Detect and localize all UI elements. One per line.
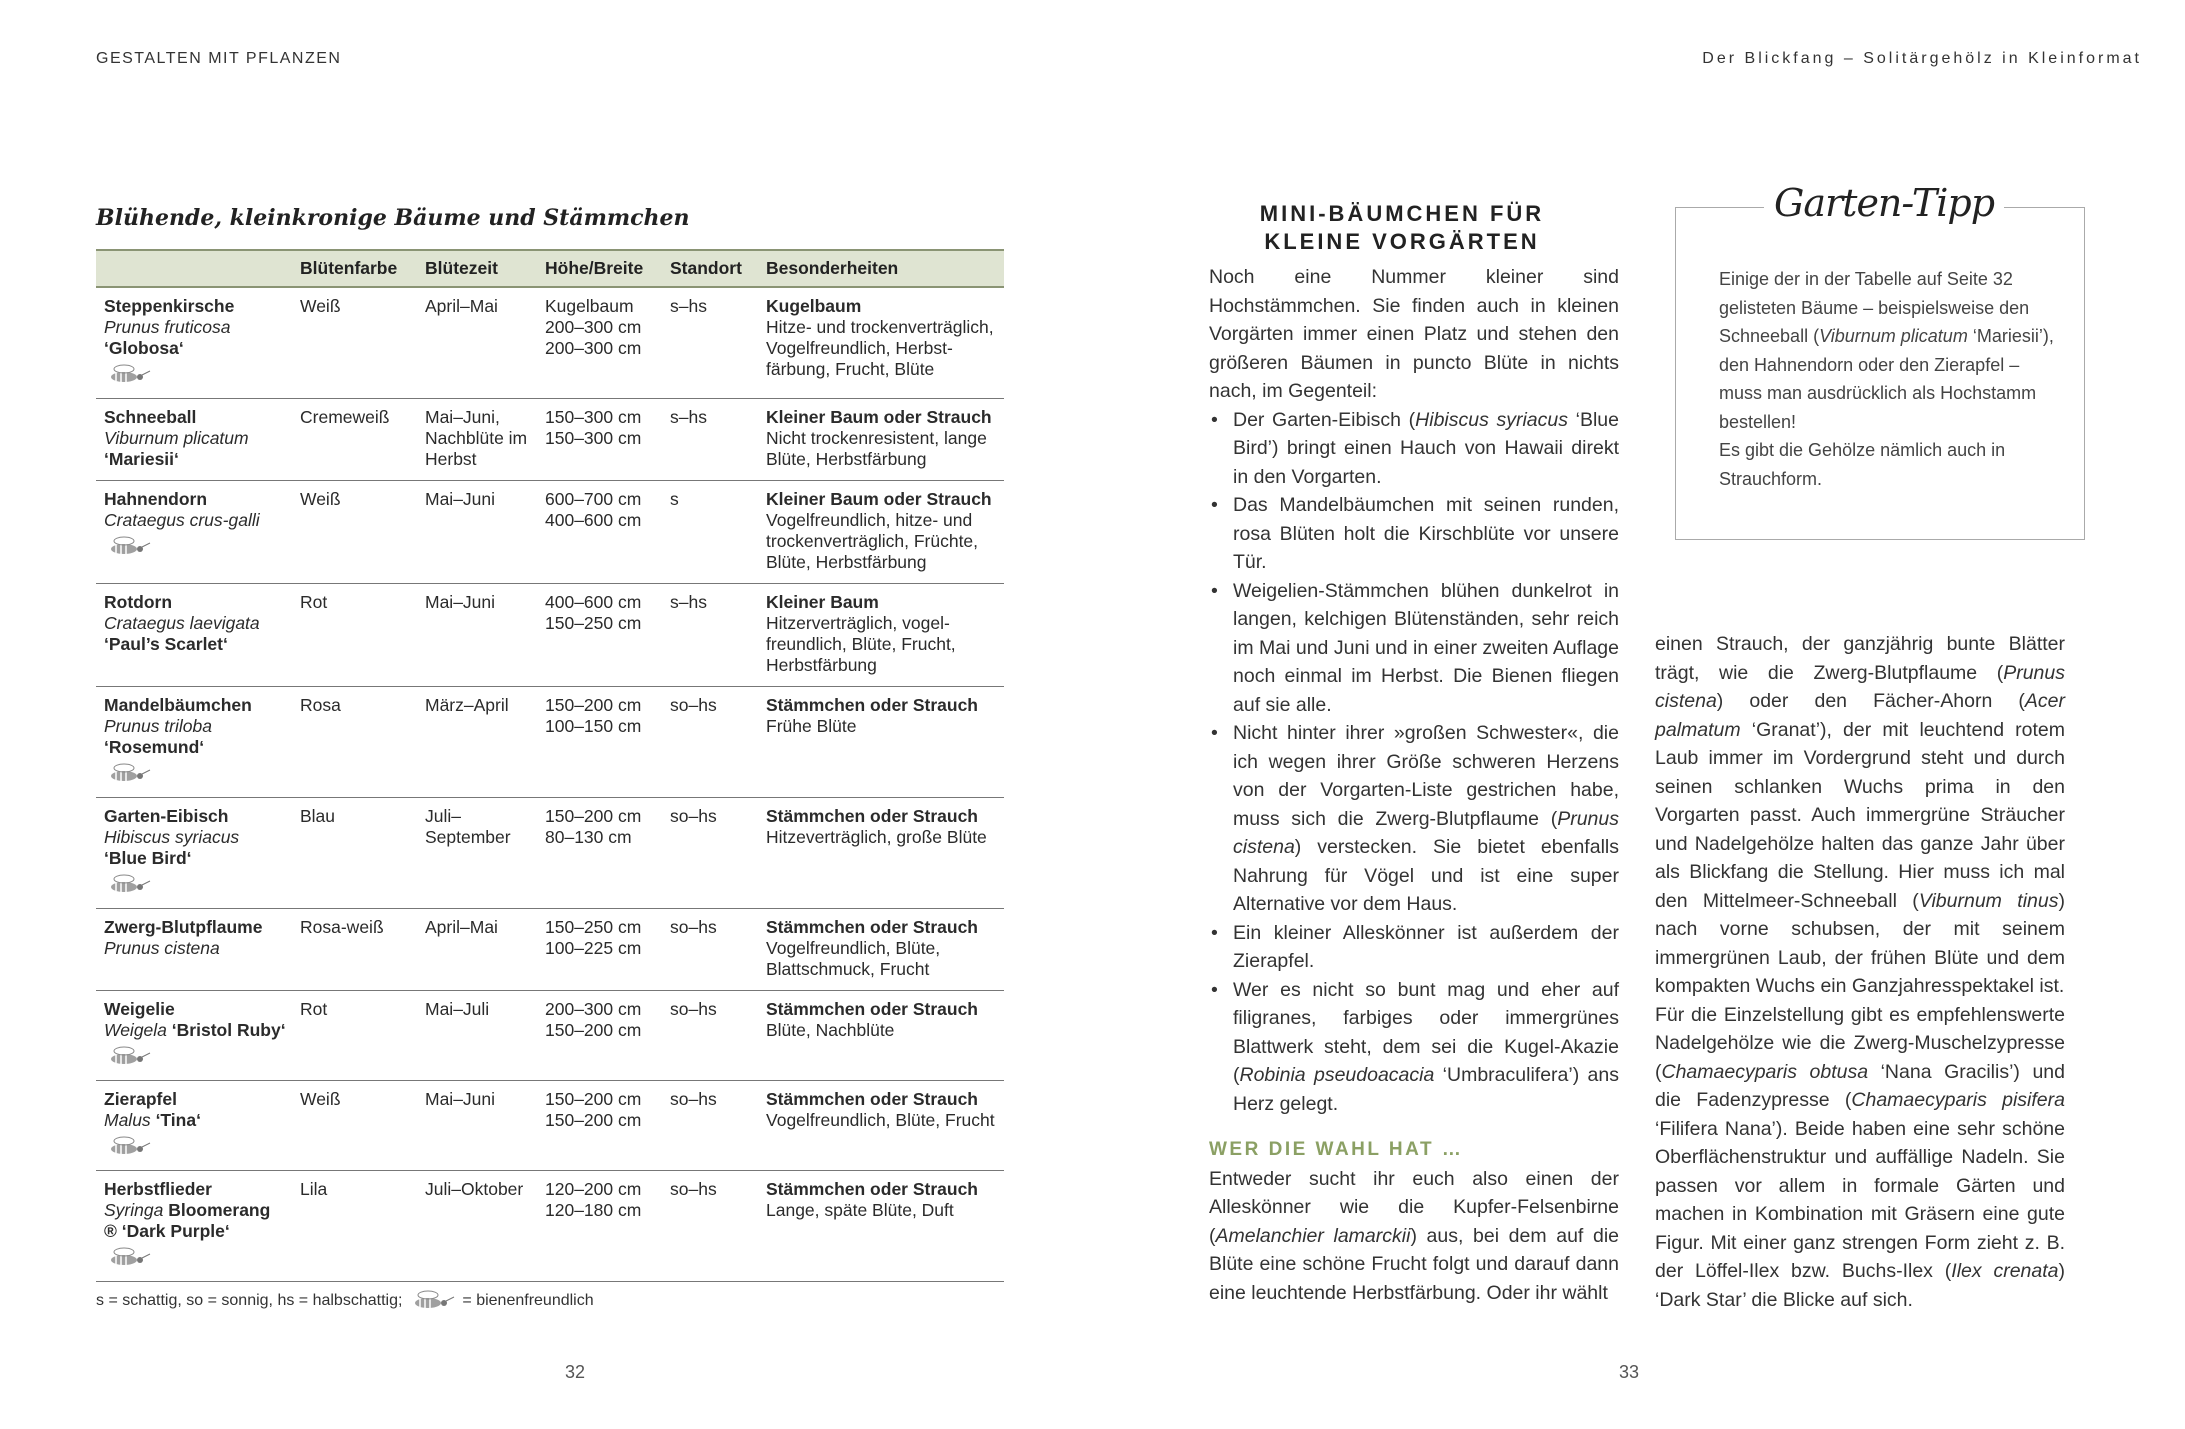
plant-notes: Vogelfreundlich, hitze- und trockenverträglich, Früchte, Blüte, Herbstfärbung: [766, 510, 979, 572]
plant-name: Zwerg-Blutpflaume: [104, 917, 263, 937]
page-number-left: 32: [565, 1362, 586, 1382]
time-cell: Mai–Juni: [417, 1081, 537, 1171]
time-cell: Juli–September: [417, 798, 537, 909]
table-row: [96, 584, 1004, 687]
color-cell: Cremeweiß: [292, 399, 417, 481]
notes-cell: [758, 1171, 1004, 1282]
time-cell: März–April: [417, 687, 537, 798]
column-header: Standort: [662, 250, 758, 287]
size-cell: 150–200 cm 150–200 cm: [537, 1081, 662, 1171]
color-cell: Blau: [292, 798, 417, 909]
plant-cell: [96, 1081, 292, 1171]
plant-cell: [96, 399, 292, 481]
plant-notes: Vogelfreundlich, Blüte, Frucht: [766, 1110, 995, 1130]
column-header: Besonderheiten: [758, 250, 1004, 287]
growth-form: Kugelbaum: [766, 296, 862, 316]
site-cell: s–hs: [662, 287, 758, 399]
plant-cell: [96, 584, 292, 687]
plant-table: [96, 249, 1004, 1282]
color-cell: Rosa: [292, 687, 417, 798]
growth-form: Stämmchen oder Strauch: [766, 806, 978, 826]
plant-cultivar: ‘Rosemund‘: [104, 737, 205, 757]
color-cell: Lila: [292, 1171, 417, 1282]
bee-icon: [104, 872, 152, 898]
notes-cell: [758, 687, 1004, 798]
plant-cultivar: ‘Bristol Ruby‘: [171, 1020, 286, 1040]
article-title: MINI-BÄUMCHEN FÜR KLEINE VORGÄRTEN: [1259, 201, 1545, 254]
column-header: Blütenfarbe: [292, 250, 417, 287]
list-item: • Nicht hinter ihrer »großen Schwester«, die ich wegen ihrer Größe schweren Herzens von der Vorgarten-Liste gestrichen habe, muss sich die Zwerg-Blutpflaume (Prunus cistena) verstecken. Sie bietet ebenfalls Nahrung für Vögel und ist eine super Alternative vor dem Haus.: [1233, 719, 1619, 919]
plant-cultivar: ‘Tina‘: [155, 1110, 201, 1130]
table-row: [96, 1171, 1004, 1282]
plant-latin: Crataegus crus-galli: [104, 510, 260, 530]
table-row: [96, 481, 1004, 584]
plant-cell: [96, 481, 292, 584]
text-column-2: [1655, 630, 2065, 1314]
plant-name: Schneeball: [104, 407, 197, 427]
text-column-1: [1209, 263, 1619, 1307]
growth-form: Kleiner Baum: [766, 592, 879, 612]
plant-cell: [96, 909, 292, 991]
site-cell: so–hs: [662, 687, 758, 798]
color-cell: Weiß: [292, 1081, 417, 1171]
bee-icon: [104, 761, 152, 787]
plant-latin: Prunus cistena: [104, 938, 220, 958]
notes-cell: [758, 909, 1004, 991]
plant-notes: Nicht trockenresistent, lange Blüte, Herbstfärbung: [766, 428, 987, 469]
table-row: [96, 687, 1004, 798]
garden-tip-box: [1675, 181, 2085, 540]
bee-icon: [104, 1134, 152, 1160]
plant-latin: Prunus triloba ‘Rosemund‘: [104, 716, 212, 757]
notes-cell: [758, 399, 1004, 481]
tip-text: Einige der in der Tabelle auf Seite 32 gelisteten Bäume – beispielsweise den Schneeball (Viburnum plicatum ‘Mariesii’), den Hahnendorn oder den Zierapfel – muss man ausdrücklich als Hochstamm bestellen! Es gibt die Gehölze nämlich auch in Strauchform.: [1719, 269, 2054, 489]
plant-latin: Weigela ‘Bristol Ruby‘: [104, 1020, 286, 1040]
time-cell: Mai–Juni: [417, 584, 537, 687]
table-row: [96, 909, 1004, 991]
site-cell: so–hs: [662, 1081, 758, 1171]
plant-cultivar: ‘Globosa‘: [104, 338, 184, 358]
plant-name: Steppenkirsche: [104, 296, 235, 316]
plant-cell: [96, 687, 292, 798]
subheading: WER DIE WAHL HAT …: [1209, 1139, 1464, 1160]
time-cell: April–Mai: [417, 909, 537, 991]
bee-icon: [408, 1288, 456, 1314]
site-cell: s: [662, 481, 758, 584]
site-cell: so–hs: [662, 991, 758, 1081]
plant-notes: Blüte, Nachblüte: [766, 1020, 895, 1040]
column-header: Blütezeit: [417, 250, 537, 287]
notes-cell: [758, 1081, 1004, 1171]
table-row: [96, 287, 1004, 399]
bee-icon: [104, 362, 152, 388]
table-legend: [96, 1288, 594, 1314]
growth-form: Kleiner Baum oder Strauch: [766, 407, 992, 427]
list-item: • Das Mandelbäumchen mit seinen runden, rosa Blüten holt die Kirschblüte vor unsere Tür.: [1233, 491, 1619, 577]
plant-notes: Frühe Blüte: [766, 716, 857, 736]
size-cell: 150–300 cm 150–300 cm: [537, 399, 662, 481]
plant-name: Mandelbäumchen: [104, 695, 252, 715]
plant-notes: Hitzerverträglich, vogel-freundlich, Blüte, Frucht, Herbstfärbung: [766, 613, 956, 675]
size-cell: 600–700 cm 400–600 cm: [537, 481, 662, 584]
plant-name: Garten-Eibisch: [104, 806, 229, 826]
plant-name: Herbstflieder: [104, 1179, 212, 1199]
table-row: [96, 798, 1004, 909]
notes-cell: [758, 287, 1004, 399]
bee-icon: [104, 1245, 152, 1271]
notes-cell: [758, 481, 1004, 584]
table-row: [96, 1081, 1004, 1171]
size-cell: 400–600 cm 150–250 cm: [537, 584, 662, 687]
growth-form: Kleiner Baum oder Strauch: [766, 489, 992, 509]
plant-notes: Hitze- und trockenverträglich, Vogelfreundlich, Herbst-färbung, Frucht, Blüte: [766, 317, 994, 379]
site-cell: so–hs: [662, 798, 758, 909]
time-cell: Mai–Juni: [417, 481, 537, 584]
list-item: • Wer es nicht so bunt mag und eher auf filigranes, farbiges oder immergrünes Blattwerk steht, dem sei die Kugel-Akazie (Robinia pseudoacacia ‘Umbraculifera’) ans Herz gelegt.: [1233, 976, 1619, 1119]
tip-title: Garten-Tipp: [1764, 181, 2004, 225]
plant-latin: Malus ‘Tina‘: [104, 1110, 201, 1130]
left-page: [0, 0, 1092, 1429]
intro-paragraph: Noch eine Nummer kleiner sind Hochstämmchen. Sie finden auch in kleinen Vorgärten immer einen Platz und stehen den größeren Bäumen in puncto Blüte in nichts nach, im Gegenteil:: [1209, 266, 1619, 402]
paragraph-4: Für die Einzelstellung gibt es empfehlenswerte Nadelgehölze wie die Zwerg-Muschelzypresse (Chamaecyparis obtusa ‘Nana Gracilis’) und die Fadenzypresse (Chamaecyparis pisifera ‘Filifera Nana’). Beide haben eine sehr schöne Oberflächenstruktur und auffällige Nadeln. Sie passen vor allem in formale Gärten und machen in Kombination mit Gräsern eine gute Figur. Mit einer ganz strengen Form zieht z. B. der Löffel-Ilex bzw. Buchs-Ilex (Ilex crenata) ‘Dark Star’ die Blicke auf sich.: [1655, 1003, 2066, 1311]
paragraph-2: Entweder sucht ihr euch also einen der Alleskönner wie die Kupfer-Felsenbirne (Amelanchier lamarckii) aus, bei dem auf die Blüte eine schöne Frucht folgt und darauf dann eine leuchtende Herbstfärbung. Oder ihr wählt: [1209, 1167, 1619, 1304]
column-header: [96, 250, 292, 287]
size-cell: 200–300 cm 150–200 cm: [537, 991, 662, 1081]
size-cell: 150–200 cm 100–150 cm: [537, 687, 662, 798]
plant-name: Rotdorn: [104, 592, 173, 612]
growth-form: Stämmchen oder Strauch: [766, 1179, 978, 1199]
bullet-list: [1209, 406, 1619, 1119]
plant-name: Zierapfel: [104, 1089, 177, 1109]
size-cell: 150–250 cm 100–225 cm: [537, 909, 662, 991]
plant-cell: [96, 991, 292, 1081]
site-cell: so–hs: [662, 909, 758, 991]
size-cell: Kugelbaum 200–300 cm 200–300 cm: [537, 287, 662, 399]
table-header-row: [96, 250, 1004, 287]
plant-cultivar: ‘Blue Bird‘: [104, 848, 192, 868]
growth-form: Stämmchen oder Strauch: [766, 999, 978, 1019]
time-cell: Juli–Oktober: [417, 1171, 537, 1282]
plant-notes: Vogelfreundlich, Blüte, Blattschmuck, Frucht: [766, 938, 941, 979]
color-cell: Rot: [292, 584, 417, 687]
table-row: [96, 991, 1004, 1081]
column-header: Höhe/Breite: [537, 250, 662, 287]
plant-latin: Viburnum plicatum ‘Mariesii‘: [104, 428, 249, 469]
time-cell: Mai–Juli: [417, 991, 537, 1081]
color-cell: Rot: [292, 991, 417, 1081]
page-number-right: 33: [1619, 1362, 1640, 1382]
site-cell: s–hs: [662, 584, 758, 687]
plant-latin: Syringa Bloomerang ® ‘Dark Purple‘: [104, 1200, 271, 1241]
plant-cultivar: Bloomerang ® ‘Dark Purple‘: [104, 1200, 271, 1241]
notes-cell: [758, 584, 1004, 687]
plant-latin: Hibiscus syriacus ‘Blue Bird‘: [104, 827, 240, 868]
growth-form: Stämmchen oder Strauch: [766, 695, 978, 715]
bee-icon: [104, 534, 152, 560]
plant-cultivar: ‘Mariesii‘: [104, 449, 179, 469]
time-cell: April–Mai: [417, 287, 537, 399]
growth-form: Stämmchen oder Strauch: [766, 917, 978, 937]
notes-cell: [758, 991, 1004, 1081]
site-cell: s–hs: [662, 399, 758, 481]
legend-text: s = schattig, so = sonnig, hs = halbschattig;: [96, 1292, 403, 1309]
plant-latin: Prunus fruticosa ‘Globosa‘: [104, 317, 231, 358]
color-cell: Rosa-weiß: [292, 909, 417, 991]
running-head-left: GESTALTEN MIT PFLANZEN: [96, 50, 342, 67]
plant-notes: Hitzeverträglich, große Blüte: [766, 827, 987, 847]
plant-cultivar: ‘Paul’s Scarlet‘: [104, 634, 228, 654]
table-body: [96, 287, 1004, 1282]
color-cell: Weiß: [292, 481, 417, 584]
color-cell: Weiß: [292, 287, 417, 399]
plant-cell: [96, 287, 292, 399]
plant-cell: [96, 798, 292, 909]
list-item: • Ein kleiner Alleskönner ist außerdem der Zierapfel.: [1233, 919, 1619, 976]
list-item: • Der Garten-Eibisch (Hibiscus syriacus ‘Blue Bird’) bringt einen Hauch von Hawaii direkt in den Vorgarten.: [1233, 406, 1619, 492]
paragraph-3: einen Strauch, der ganzjährig bunte Blätter trägt, wie die Zwerg-Blutpflaume (Prunus cistena) oder den Fächer-Ahorn (Acer palmatum ‘Granat’), der mit leuchtend rotem Laub immer im Vordergrund steht und durch seinen schlanken Wuchs prima in den Vorgarten passt. Auch immergrüne Sträucher und Nadelgehölze halten das ganze Jahr über als Blickfang die Stellung. Hier muss ich mal den Mittelmeer-Schneeball (Viburnum tinus) nach vorne schubsen, der mit seinem immergrünen Laub, der frühen Blüte und dem kompakten Wuchs ein Ganzjahresspektakel ist.: [1655, 633, 2065, 997]
site-cell: so–hs: [662, 1171, 758, 1282]
table-row: [96, 399, 1004, 481]
bee-icon: [104, 1044, 152, 1070]
size-cell: 120–200 cm 120–180 cm: [537, 1171, 662, 1282]
size-cell: 150–200 cm 80–130 cm: [537, 798, 662, 909]
plant-name: Hahnendorn: [104, 489, 208, 509]
table-title: Blühende, kleinkronige Bäume und Stämmchen: [96, 205, 690, 231]
notes-cell: [758, 798, 1004, 909]
time-cell: Mai–Juni, Nachblüte im Herbst: [417, 399, 537, 481]
right-page: [1092, 0, 2185, 1429]
running-head-right: Der Blickfang – Solitärgehölz in Kleinformat: [1702, 50, 2142, 67]
plant-name: Weigelie: [104, 999, 175, 1019]
plant-notes: Lange, späte Blüte, Duft: [766, 1200, 954, 1220]
growth-form: Stämmchen oder Strauch: [766, 1089, 978, 1109]
plant-cell: [96, 1171, 292, 1282]
legend-bee-text: = bienenfreundlich: [462, 1292, 594, 1309]
list-item: • Weigelien-Stämmchen blühen dunkelrot in langen, kelchigen Blütenständen, sehr reich im Mai und Juni und in einer zweiten Auflage noch einmal im Herbst. Die Bienen fliegen auf sie alle.: [1233, 577, 1619, 720]
plant-latin: Crataegus laevigata ‘Paul’s Scarlet‘: [104, 613, 260, 654]
